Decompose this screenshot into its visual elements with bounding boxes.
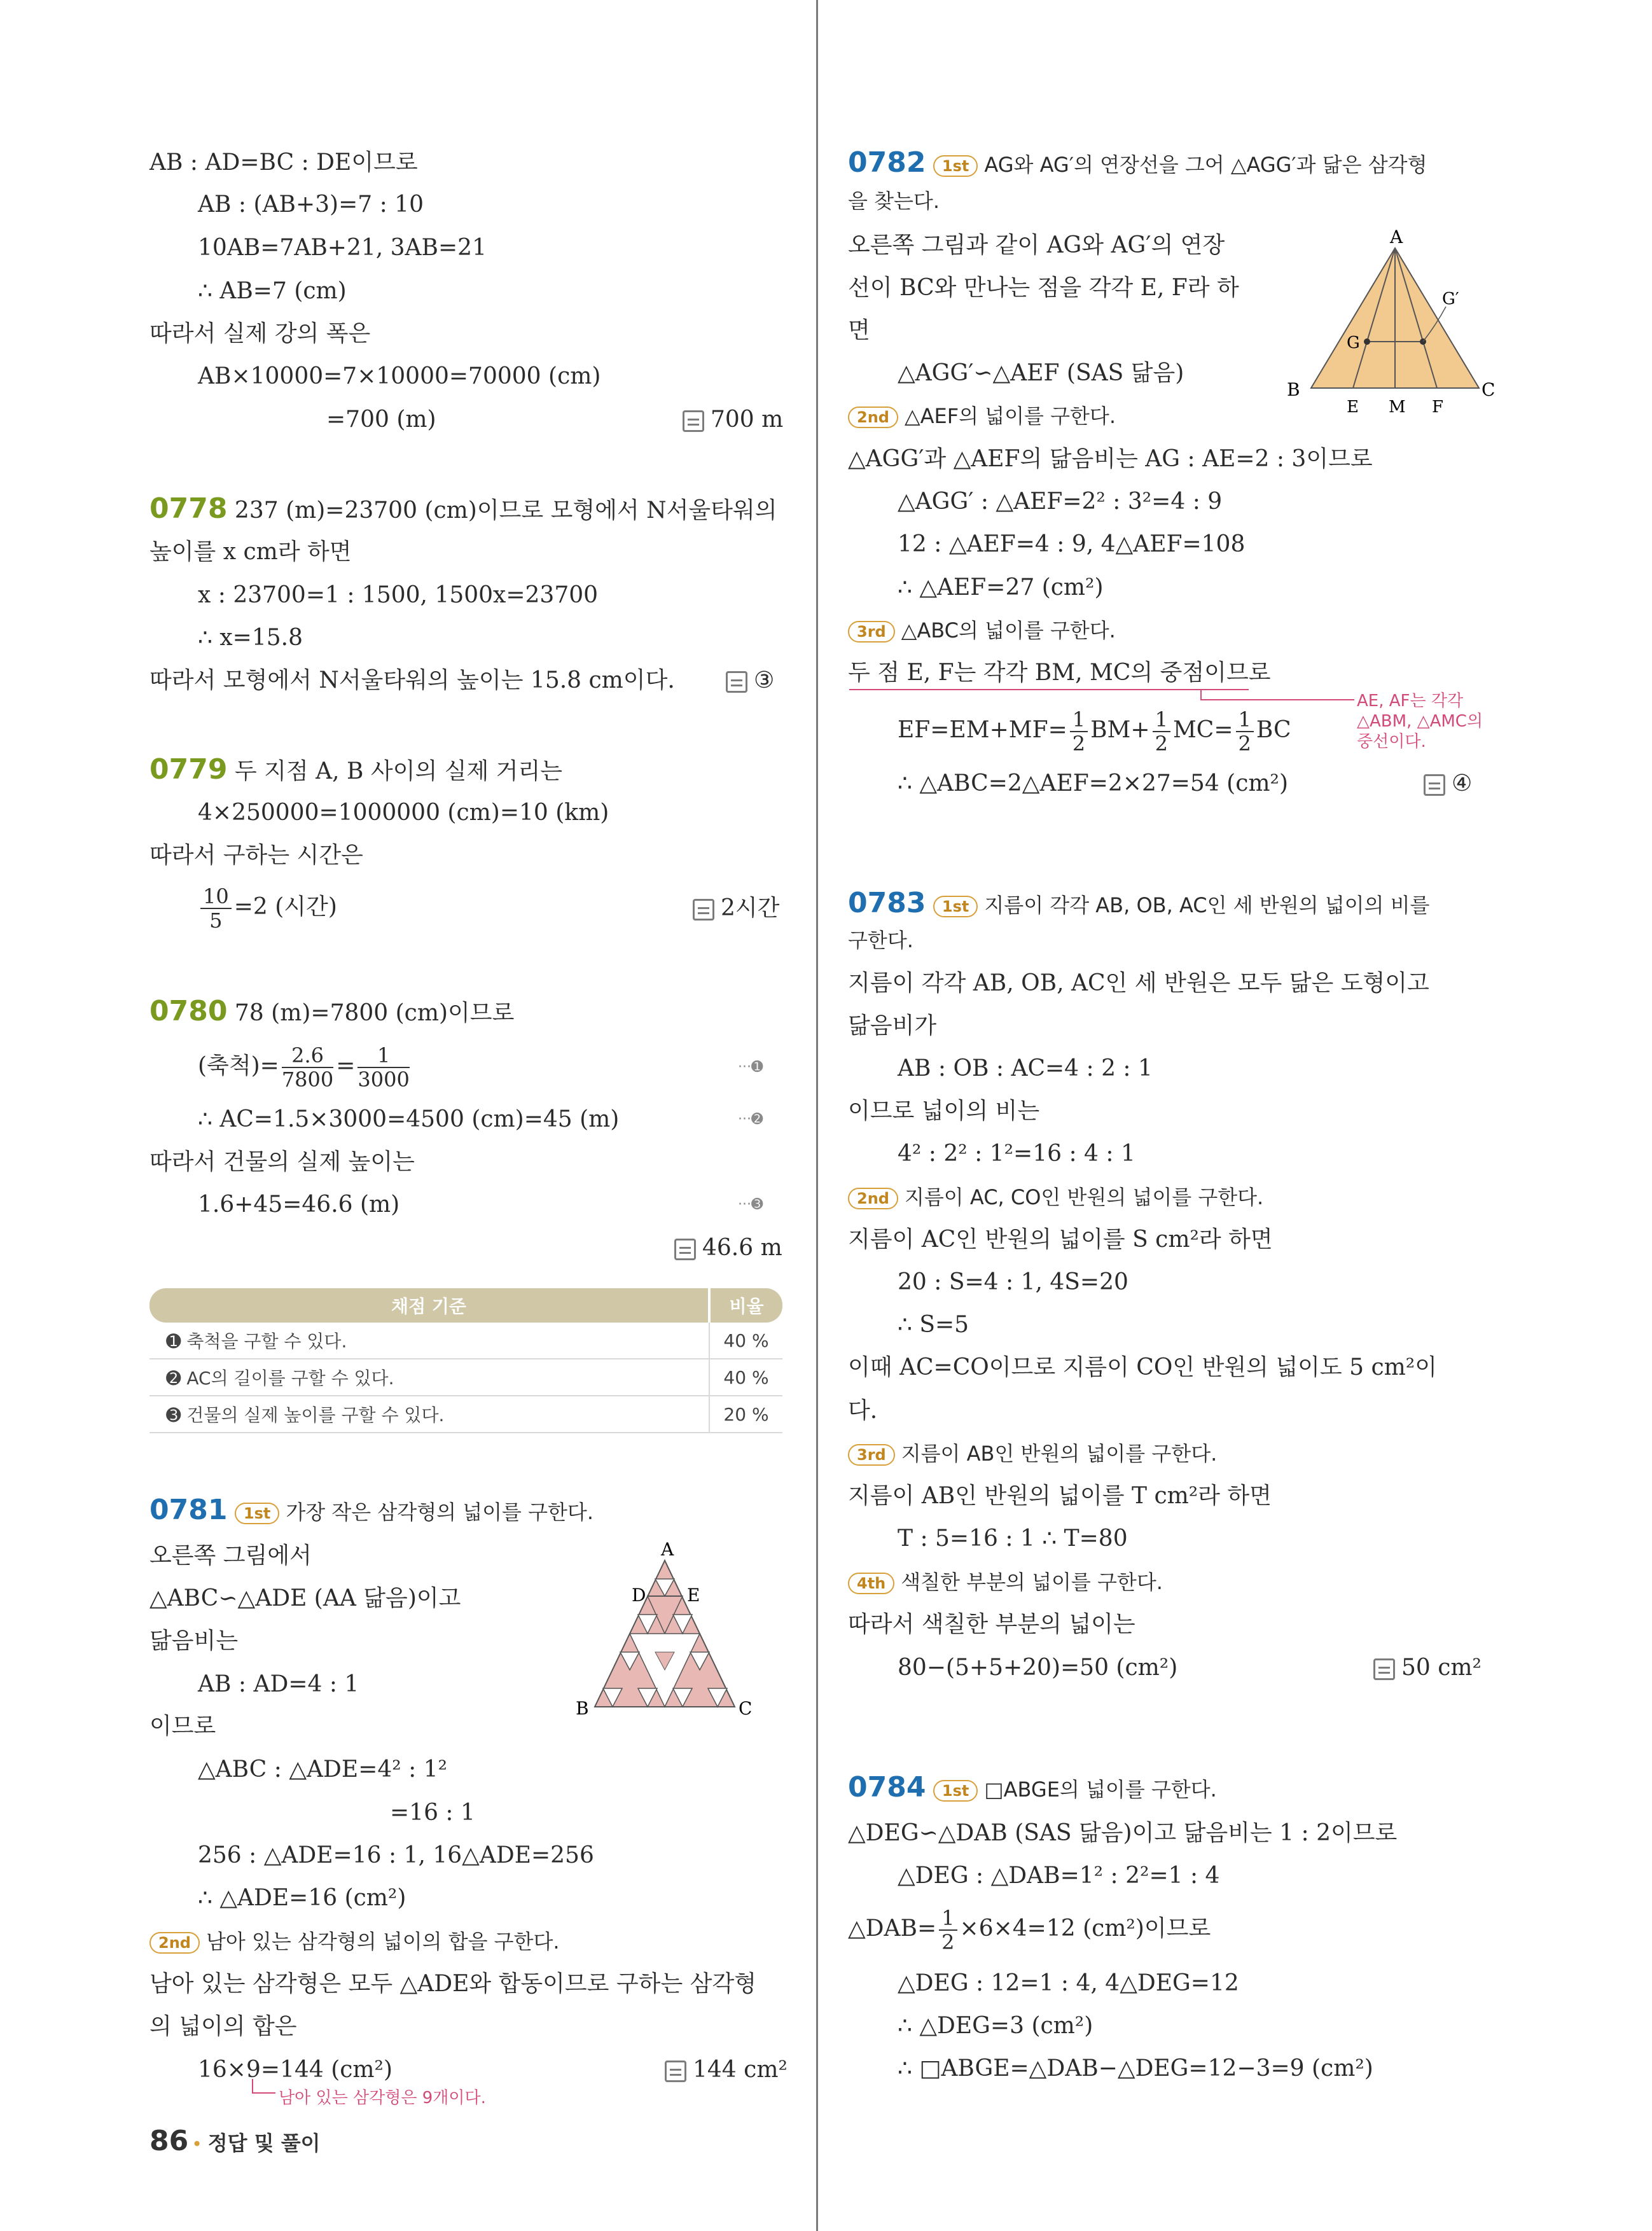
table-row: ➋ AC의 길이를 구할 수 있다. 40 % (149, 1359, 782, 1396)
label-a: A (661, 1539, 674, 1560)
text-line: 오른쪽 그림에서 (149, 1543, 312, 1569)
text-line: 4² : 2² : 1²=16 : 4 : 1 (898, 1141, 1135, 1167)
ratio-header: 비율 (709, 1288, 782, 1323)
text-line: 3rd 지름이 AB인 반원의 넓이를 구한다. (848, 1440, 1217, 1468)
text-line: 의 넓이의 합은 (149, 2013, 297, 2040)
step-tag: 1st (933, 155, 978, 177)
problem-0778: 0778 237 (m)=23700 (cm)이므로 모형에서 N서울타워의 (149, 492, 777, 525)
problem-0779: 0779 두 지점 A, B 사이의 실제 거리는 (149, 753, 563, 786)
answer-0779: 2시간 (693, 894, 779, 922)
label-c: C (739, 1698, 753, 1719)
text-line: AB×10000=7×10000=70000 (cm) (198, 363, 601, 389)
answer-0780: 46.6 m (674, 1234, 782, 1262)
note-bracket (251, 2079, 277, 2101)
text-line: AB : OB : AC=4 : 2 : 1 (898, 1055, 1153, 1081)
text-line: 12 : △AEF=4 : 9, 4△AEF=108 (898, 531, 1246, 557)
text-line: 을 찾는다. (848, 189, 940, 213)
label-b: B (576, 1698, 589, 1719)
step-marker: ···➊ (738, 1059, 763, 1075)
step-tag: 1st (235, 1503, 279, 1524)
answer-icon (683, 410, 704, 432)
step-marker: ···➋ (738, 1111, 763, 1127)
page-number: 86 (149, 2125, 189, 2157)
sierpinski-triangle-figure (576, 1539, 767, 1724)
text-line: 오른쪽 그림과 같이 AG와 AG′의 연장 (848, 232, 1225, 258)
text-line: ∴ △ABC=2△AEF=2×27=54 (cm²) (898, 770, 1288, 796)
text-line: 10AB=7AB+21, 3AB=21 (198, 235, 487, 261)
problem-0781: 0781 1st 가장 작은 삼각형의 넓이를 구한다. (149, 1494, 594, 1526)
page-footer: 86 • 정답 및 풀이 (149, 2125, 321, 2157)
note-text: 중선이다. (1357, 732, 1426, 751)
answer-icon (726, 671, 747, 693)
text-line: $\frac{10}{5}$ =2 (시간) (198, 882, 337, 933)
text-line: =700 (m) (326, 407, 436, 433)
table-row: ➊ 축척을 구할 수 있다. 40 % (149, 1323, 782, 1359)
fraction: $\frac{1}{3000}$ (357, 1043, 410, 1092)
problem-0780: 0780 78 (m)=7800 (cm)이므로 (149, 995, 515, 1027)
text-line: =16 : 1 (390, 1800, 475, 1826)
column-divider (816, 0, 818, 2231)
label-e: E (687, 1585, 700, 1606)
text-line: 지름이 AC인 반원의 넓이를 S cm²라 하면 (848, 1227, 1273, 1253)
answer-0777: 700 m (683, 406, 783, 434)
text-line: 2nd △AEF의 넓이를 구한다. (848, 402, 1116, 430)
step-tag: 2nd (149, 1932, 200, 1954)
answer-0783: 50 cm² (1373, 1654, 1482, 1682)
text-line: x : 23700=1 : 1500, 1500x=23700 (198, 582, 599, 608)
text-line: 선이 BC와 만나는 점을 각각 E, F라 하 (848, 275, 1239, 301)
step-tag: 3rd (848, 1444, 895, 1466)
answer-icon (693, 899, 714, 921)
text-line: ∴ AC=1.5×3000=4500 (cm)=45 (m) (198, 1106, 620, 1132)
fraction: $\frac{1}{2}$ (1070, 708, 1088, 755)
label-b: B (1287, 379, 1300, 400)
text-line: 4th 색칠한 부분의 넓이를 구한다. (848, 1568, 1163, 1596)
answer-icon (665, 2061, 686, 2082)
text-line: 따라서 실제 강의 폭은 (149, 321, 371, 347)
fraction: $\frac{1}{2}$ (939, 1907, 957, 1954)
text-line: 4×250000=1000000 (cm)=10 (km) (198, 800, 609, 826)
text-line: 지름이 각각 AB, OB, AC인 세 반원은 모두 닮은 도형이고 (848, 970, 1429, 996)
grading-criteria-table (149, 1288, 782, 1433)
label-g: G (1347, 333, 1360, 352)
note-text: 남아 있는 삼각형은 9개이다. (279, 2089, 486, 2108)
answer-icon (674, 1239, 696, 1260)
text-line: △DEG : △DAB=1² : 2²=1 : 4 (898, 1863, 1220, 1889)
text-line: 20 : S=4 : 1, 4S=20 (898, 1269, 1128, 1295)
text-line: 따라서 건물의 실제 높이는 (149, 1149, 415, 1175)
problem-0784: 0784 1st □ABGE의 넓이를 구한다. (848, 1771, 1217, 1804)
label-d: D (632, 1585, 646, 1606)
text-line: 높이를 x cm라 하면 (149, 539, 352, 565)
text-line: 80−(5+5+20)=50 (cm²) (898, 1655, 1178, 1681)
text-line: 이므로 (149, 1713, 216, 1739)
triangle-agg-figure (1287, 226, 1496, 420)
text-line: ∴ △ADE=16 (cm²) (198, 1885, 406, 1911)
step-tag: 1st (933, 1780, 978, 1802)
fraction: $\frac{1}{2}$ (1153, 708, 1170, 755)
text-line: 256 : △ADE=16 : 1, 16△ADE=256 (198, 1842, 594, 1868)
step-tag: 2nd (848, 1188, 898, 1209)
problem-0783: 0783 1st 지름이 각각 AB, OB, AC인 세 반원의 넓이의 비를 (848, 887, 1430, 919)
label-e: E (1347, 398, 1359, 417)
label-a: A (1390, 226, 1403, 247)
text-line: △ABC : △ADE=4² : 1² (198, 1756, 448, 1783)
text-line: 다. (848, 1398, 878, 1424)
problem-0782: 0782 1st AG와 AG′의 연장선을 그어 △AGG′과 닮은 삼각형 (848, 146, 1427, 179)
text-line: 닮음비는 (149, 1628, 239, 1654)
text-line: 1.6+45=46.6 (m) (198, 1192, 400, 1218)
answer-0782: ④ (1424, 770, 1472, 798)
text-line: 이때 AC=CO이므로 지름이 CO인 반원의 넓이도 5 cm²이 (848, 1354, 1437, 1380)
text-line: ∴ △AEF=27 (cm²) (898, 574, 1104, 601)
step-tag: 4th (848, 1573, 894, 1594)
text-line: △ABC∽△ADE (AA 닮음)이고 (149, 1585, 461, 1611)
text-line: 두 점 E, F는 각각 BM, MC의 중점이므로 (848, 660, 1271, 686)
text-line: △DEG : 12=1 : 4, 4△DEG=12 (898, 1970, 1239, 1996)
text-line: 남아 있는 삼각형은 모두 △ADE와 합동이므로 구하는 삼각형 (149, 1971, 757, 1997)
step-tag: 1st (933, 896, 978, 917)
note-underline (848, 687, 1357, 702)
step-marker: ···➌ (738, 1197, 763, 1213)
text-line: △DAB= $\frac{1}{2}$ ×6×4=12 (cm²)이므로 (848, 1906, 1211, 1954)
label-g-prime: G′ (1442, 289, 1459, 309)
text-line: ∴ x=15.8 (198, 625, 303, 651)
text-line: 2nd 지름이 AC, CO인 반원의 넓이를 구한다. (848, 1183, 1263, 1211)
answer-icon (1424, 774, 1445, 796)
text-line: 따라서 색칠한 부분의 넓이는 (848, 1611, 1135, 1637)
text-line: AB : (AB+3)=7 : 10 (198, 191, 424, 218)
answer-0778: ③ (726, 667, 774, 695)
text-line: 2nd 남아 있는 삼각형의 넓이의 합을 구한다. (149, 1928, 560, 1956)
footer-title: 정답 및 풀이 (207, 2131, 321, 2155)
step-tag: 3rd (848, 621, 895, 643)
label-f: F (1432, 398, 1444, 417)
text-line: △AGG′과 △AEF의 닮음비는 AG : AE=2 : 3이므로 (848, 446, 1373, 472)
text-line: 3rd △ABC의 넓이를 구한다. (848, 616, 1116, 644)
fraction: $\frac{2.6}{7800}$ (281, 1043, 334, 1092)
text-line: 이므로 넓이의 비는 (848, 1098, 1040, 1124)
text-line: ∴ □ABGE=△DAB−△DEG=12−3=9 (cm²) (898, 2055, 1373, 2082)
text-line: ∴ S=5 (898, 1312, 969, 1338)
text-line: 구한다. (848, 928, 913, 952)
text-line: AB : AD=4 : 1 (198, 1671, 359, 1697)
text-line: 닮음비가 (848, 1013, 937, 1039)
answer-icon (1373, 1658, 1395, 1680)
text-line: T : 5=16 : 1 ∴ T=80 (898, 1526, 1128, 1552)
table-row: ➌ 건물의 실제 높이를 구할 수 있다. 20 % (149, 1396, 782, 1433)
text-line: 따라서 모형에서 N서울타워의 높이는 15.8 cm이다. (149, 667, 675, 693)
text-line: △AGG′ : △AEF=2² : 3²=4 : 9 (898, 489, 1223, 515)
label-m: M (1389, 398, 1406, 417)
text-line: 16×9=144 (cm²) (198, 2057, 393, 2083)
text-line: ∴ AB=7 (cm) (198, 278, 347, 304)
text-line: 따라서 구하는 시간은 (149, 842, 363, 868)
note-text: AE, AF는 각각 (1357, 692, 1464, 711)
answer-0781: 144 cm² (665, 2056, 788, 2084)
step-tag: 2nd (848, 407, 898, 428)
text-line: (축척)= $\frac{2.6}{7800}$ = $\frac{1}{3000}$ (198, 1043, 410, 1092)
text-line: ∴ △DEG=3 (cm²) (898, 2013, 1093, 2039)
text-line: 면 (848, 317, 870, 344)
fraction: $\frac{10}{5}$ (200, 885, 232, 932)
text-line: AB : AD=BC : DE이므로 (149, 149, 418, 176)
note-text: △ABM, △AMC의 (1357, 712, 1483, 731)
label-c: C (1482, 379, 1496, 400)
fraction: $\frac{1}{2}$ (1236, 708, 1254, 755)
text-line: △AGG′∽△AEF (SAS 닮음) (898, 360, 1184, 386)
text-line: △DEG∽△DAB (SAS 닮음)이고 닮음비는 1 : 2이므로 (848, 1820, 1398, 1846)
criteria-header: 채점 기준 (149, 1288, 709, 1323)
text-line: 지름이 AB인 반원의 넓이를 T cm²라 하면 (848, 1483, 1272, 1509)
text-line: EF=EM+MF= $\frac{1}{2}$ BM+ $\frac{1}{2}$ MC= $\frac{1}{2}$ BC (898, 707, 1291, 756)
